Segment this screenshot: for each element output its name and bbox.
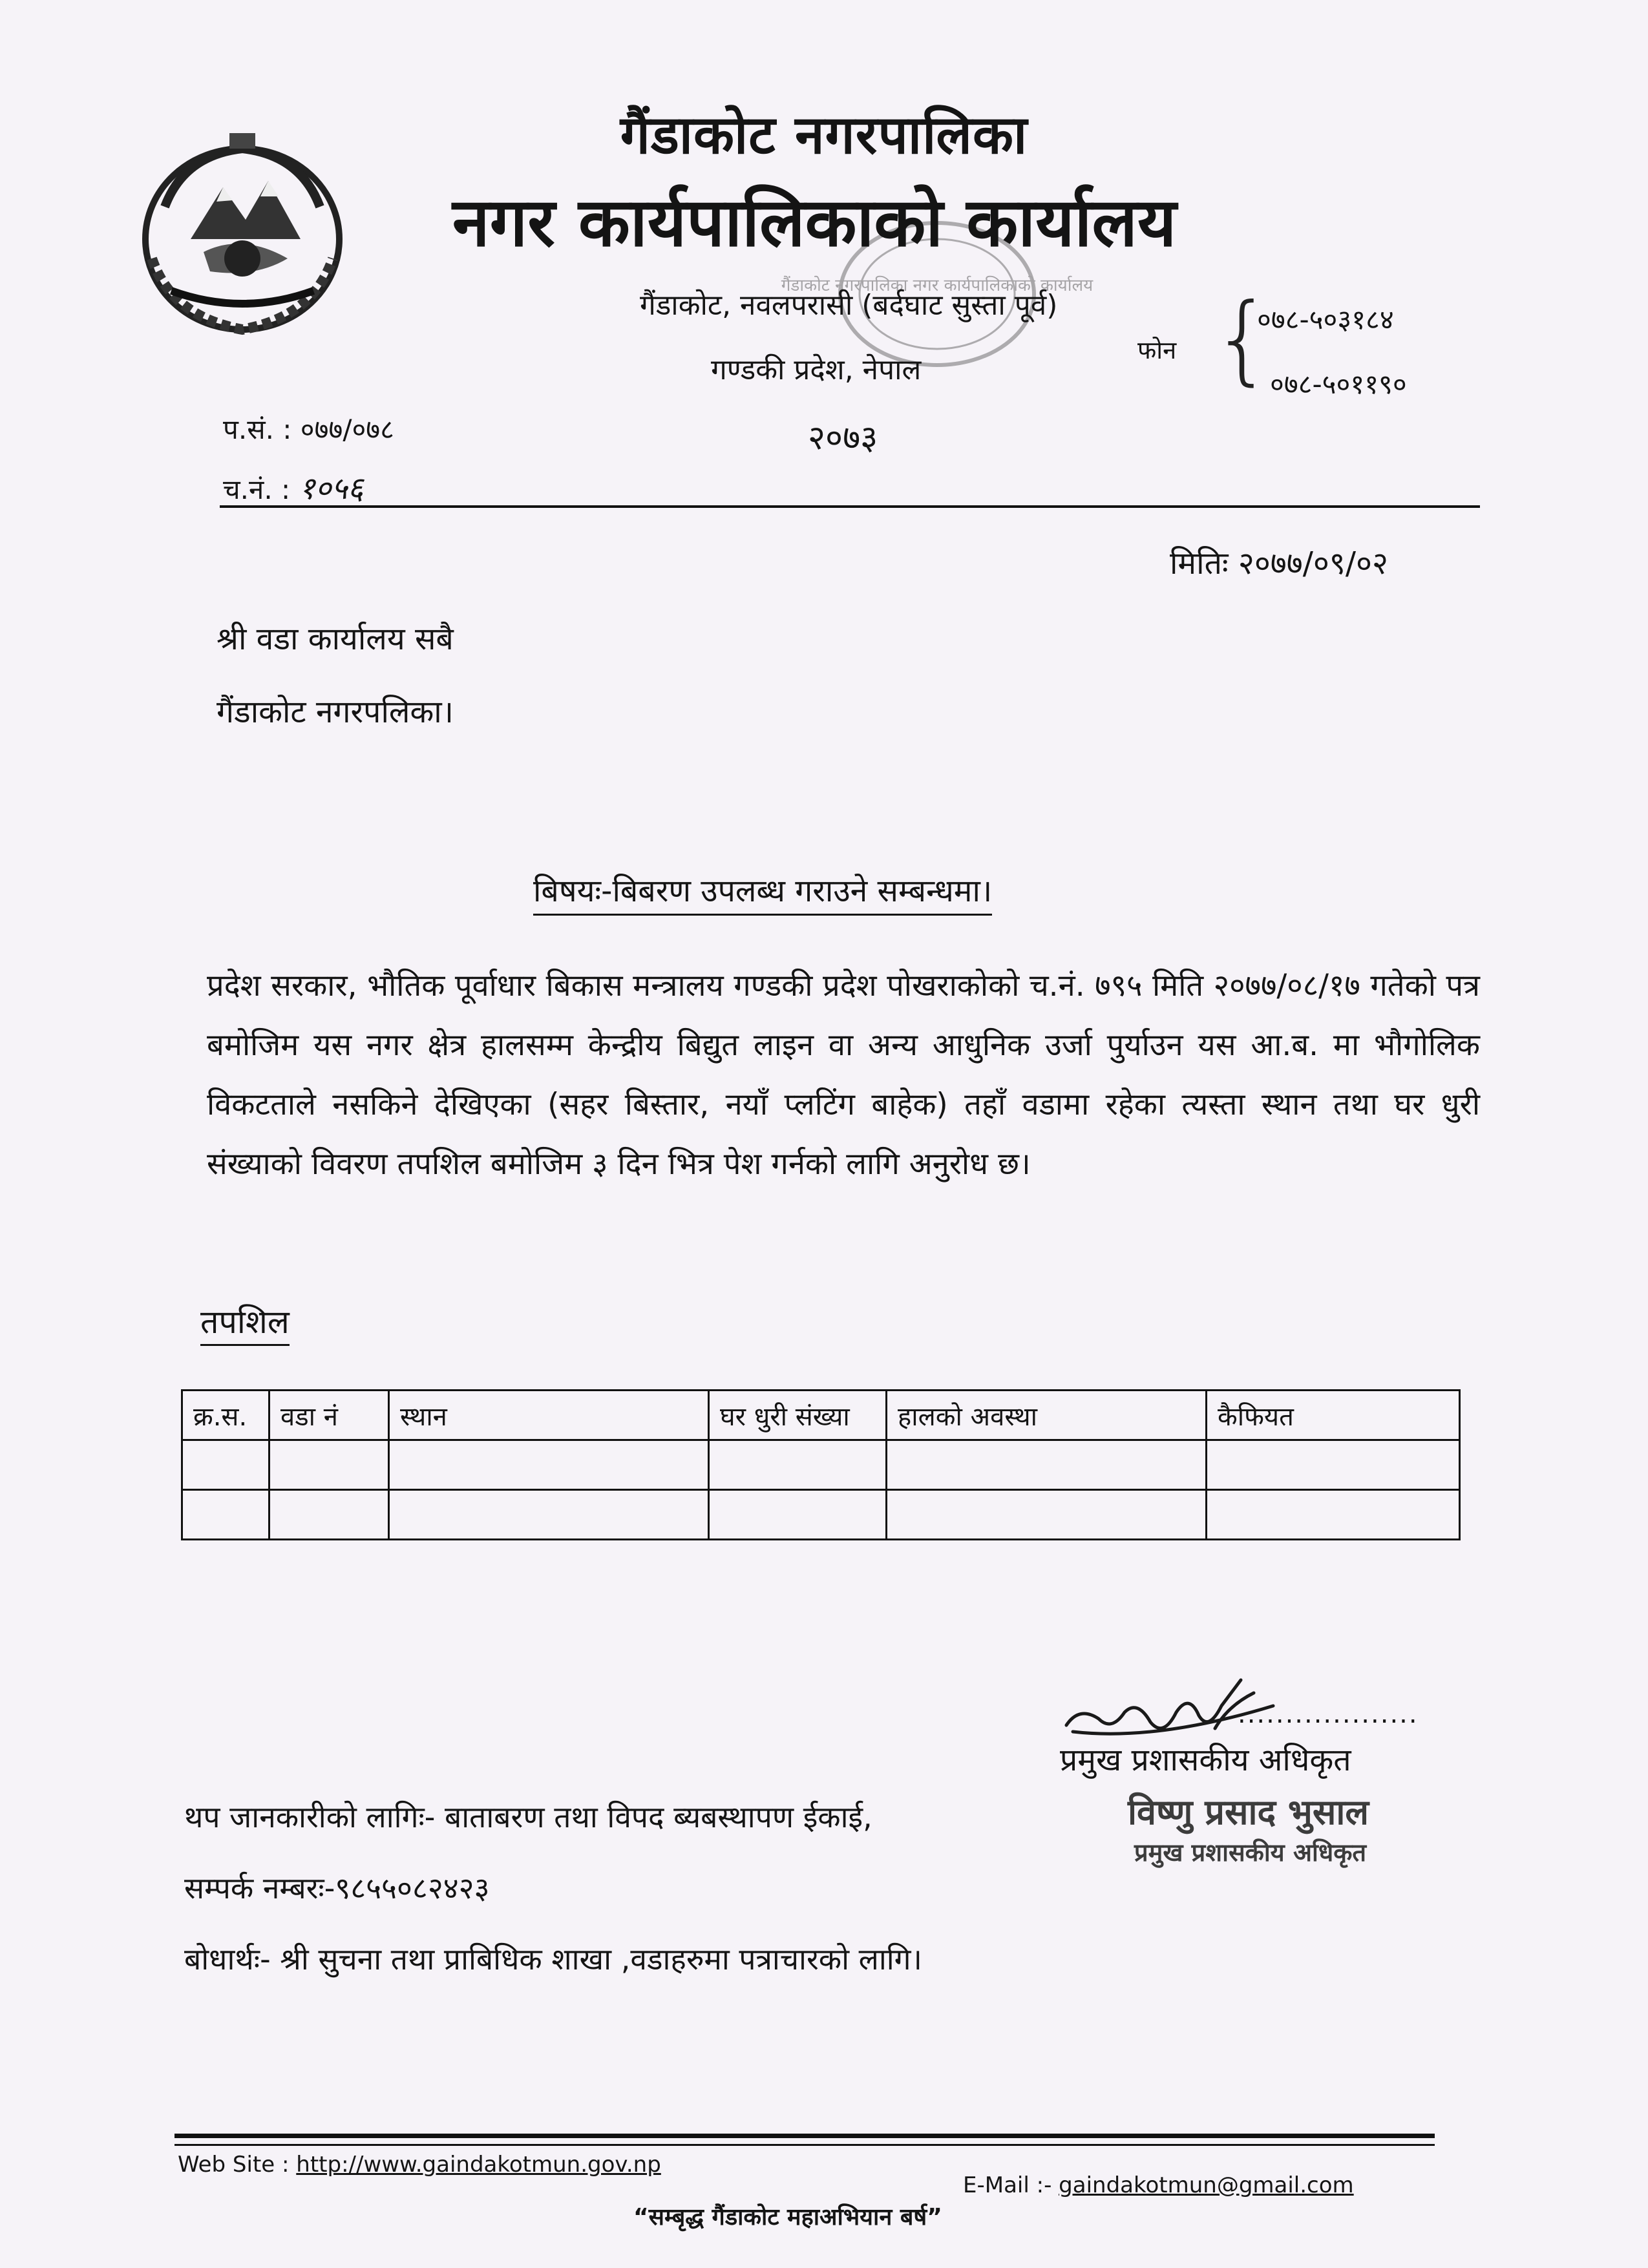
office-title: नगर कार्यपालिकाको कार्यालय bbox=[452, 183, 1177, 262]
letter-number: प.सं. : ०७७/०७८ bbox=[223, 414, 394, 445]
dispatch-number: १०५६ bbox=[299, 470, 364, 507]
addressee-line-2: गैंडाकोट नगरपलिका। bbox=[217, 694, 454, 730]
phone-brace: { bbox=[1212, 283, 1274, 395]
details-heading: तपशिल bbox=[200, 1299, 290, 1346]
table-cell bbox=[709, 1490, 887, 1540]
footer-website bbox=[178, 2152, 661, 2178]
address-line-2: गण्डकी प्रदेश, नेपाल bbox=[711, 353, 922, 386]
footer-divider-thick bbox=[174, 2134, 1435, 2138]
letter-subject: बिषयः-बिबरण उपलब्ध गराउने सम्बन्धमा। bbox=[533, 869, 992, 916]
details-table bbox=[181, 1389, 1461, 1540]
cc-line: बोधार्थः- श्री सुचना तथा प्राबिधिक शाखा ,वडाहरुमा पत्राचारको लागि। bbox=[184, 1942, 922, 1977]
phone-number-1: ०७८-५०३१८४ bbox=[1257, 304, 1394, 335]
website-label: Web Site : bbox=[178, 2152, 297, 2178]
table-row bbox=[182, 1440, 1460, 1490]
table-cell bbox=[269, 1440, 389, 1490]
letter-date: मितिः २०७७/०९/०२ bbox=[1170, 545, 1388, 582]
footer-slogan: “सम्बृद्ध गैंडाकोट महाअभियान बर्ष” bbox=[633, 2204, 942, 2231]
table-cell bbox=[182, 1490, 269, 1540]
letter-body: प्रदेश सरकार, भौतिक पूर्वाधार बिकास मन्त्रालय गण्डकी प्रदेश पोखराकोको च.नं. ७९५ मिति २०७७/०८/१७ गतेको पत्र बमोजिम यस नगर क्षेत्र हालसम्म केन्द्रीय बिद्युत लाइन वा अन्य आधुनिक उर्जा पुर्याउन यस आ.ब. मा भौगोलिक विकटताले नसकिने देखिएका (सहर बिस्तार, नयाँ प्लटिंग बाहेक) तहाँ वडामा रहेका त्यस्ता स्थान तथा घर धुरी संख्याको विवरण तपशिल बमोजिम ३ दिन भित्र पेश गर्नको लागि अनुरोध छ। bbox=[207, 968, 1480, 1182]
phone-number-2: ०७८-५०११९० bbox=[1270, 368, 1407, 400]
dispatch-number-row bbox=[223, 467, 363, 509]
address-line-1: गैंडाकोट, नवलपरासी (बर्दघाट सुस्ता पूर्व) bbox=[640, 289, 1058, 322]
contact-number: सम्पर्क नम्बरः-९८५५०८२४२३ bbox=[184, 1871, 490, 1906]
table-cell bbox=[709, 1440, 887, 1490]
col-households: घर धुरी संख्या bbox=[709, 1391, 887, 1440]
website-link[interactable]: http://www.gaindakotmun.gov.np bbox=[296, 2152, 661, 2178]
signature-stamp-name: विष्णु प्रसाद भुसाल bbox=[1128, 1792, 1369, 1832]
municipality-name: गैंडाकोट नगरपालिका bbox=[620, 105, 1028, 166]
col-status: हालको अवस्था bbox=[887, 1391, 1207, 1440]
table-cell bbox=[887, 1490, 1207, 1540]
addressee-line-1: श्री वडा कार्यालय सबै bbox=[217, 621, 454, 657]
email-label: E-Mail :- bbox=[963, 2172, 1059, 2198]
col-place: स्थान bbox=[389, 1391, 709, 1440]
table-cell bbox=[182, 1440, 269, 1490]
office-stamp-text: गैंडाकोट नगरपालिका नगर कार्यपालिकाको कार्यालय bbox=[781, 276, 1093, 295]
table-cell bbox=[269, 1490, 389, 1540]
col-serial: क्र.स. bbox=[182, 1391, 269, 1440]
email-link[interactable]: gaindakotmun@gmail.com bbox=[1059, 2172, 1354, 2198]
officer-designation: प्रमुख प्रशासकीय अधिकृत bbox=[1060, 1742, 1351, 1778]
table-cell bbox=[887, 1440, 1207, 1490]
phone-label: फोन bbox=[1137, 336, 1177, 364]
col-ward: वडा नं bbox=[269, 1391, 389, 1440]
footer-email bbox=[963, 2172, 1354, 2198]
table-cell bbox=[389, 1440, 709, 1490]
signature-line: ................... bbox=[1238, 1699, 1419, 1729]
table-row bbox=[182, 1490, 1460, 1540]
table-header-row bbox=[182, 1391, 1460, 1440]
col-remarks: कैफियत bbox=[1207, 1391, 1460, 1440]
signature-stamp-title: प्रमुख प्रशासकीय अधिकृत bbox=[1134, 1838, 1367, 1867]
footer-divider-thin bbox=[174, 2144, 1435, 2146]
more-info-line: थप जानकारीको लागिः- बाताबरण तथा विपद ब्यबस्थापण ईकाई, bbox=[184, 1800, 872, 1834]
table-cell bbox=[389, 1490, 709, 1540]
dispatch-label: च.नं. : bbox=[223, 474, 291, 505]
header-divider bbox=[220, 505, 1480, 508]
table-cell bbox=[1207, 1440, 1460, 1490]
header-year: २०७३ bbox=[808, 419, 878, 457]
table-cell bbox=[1207, 1490, 1460, 1540]
